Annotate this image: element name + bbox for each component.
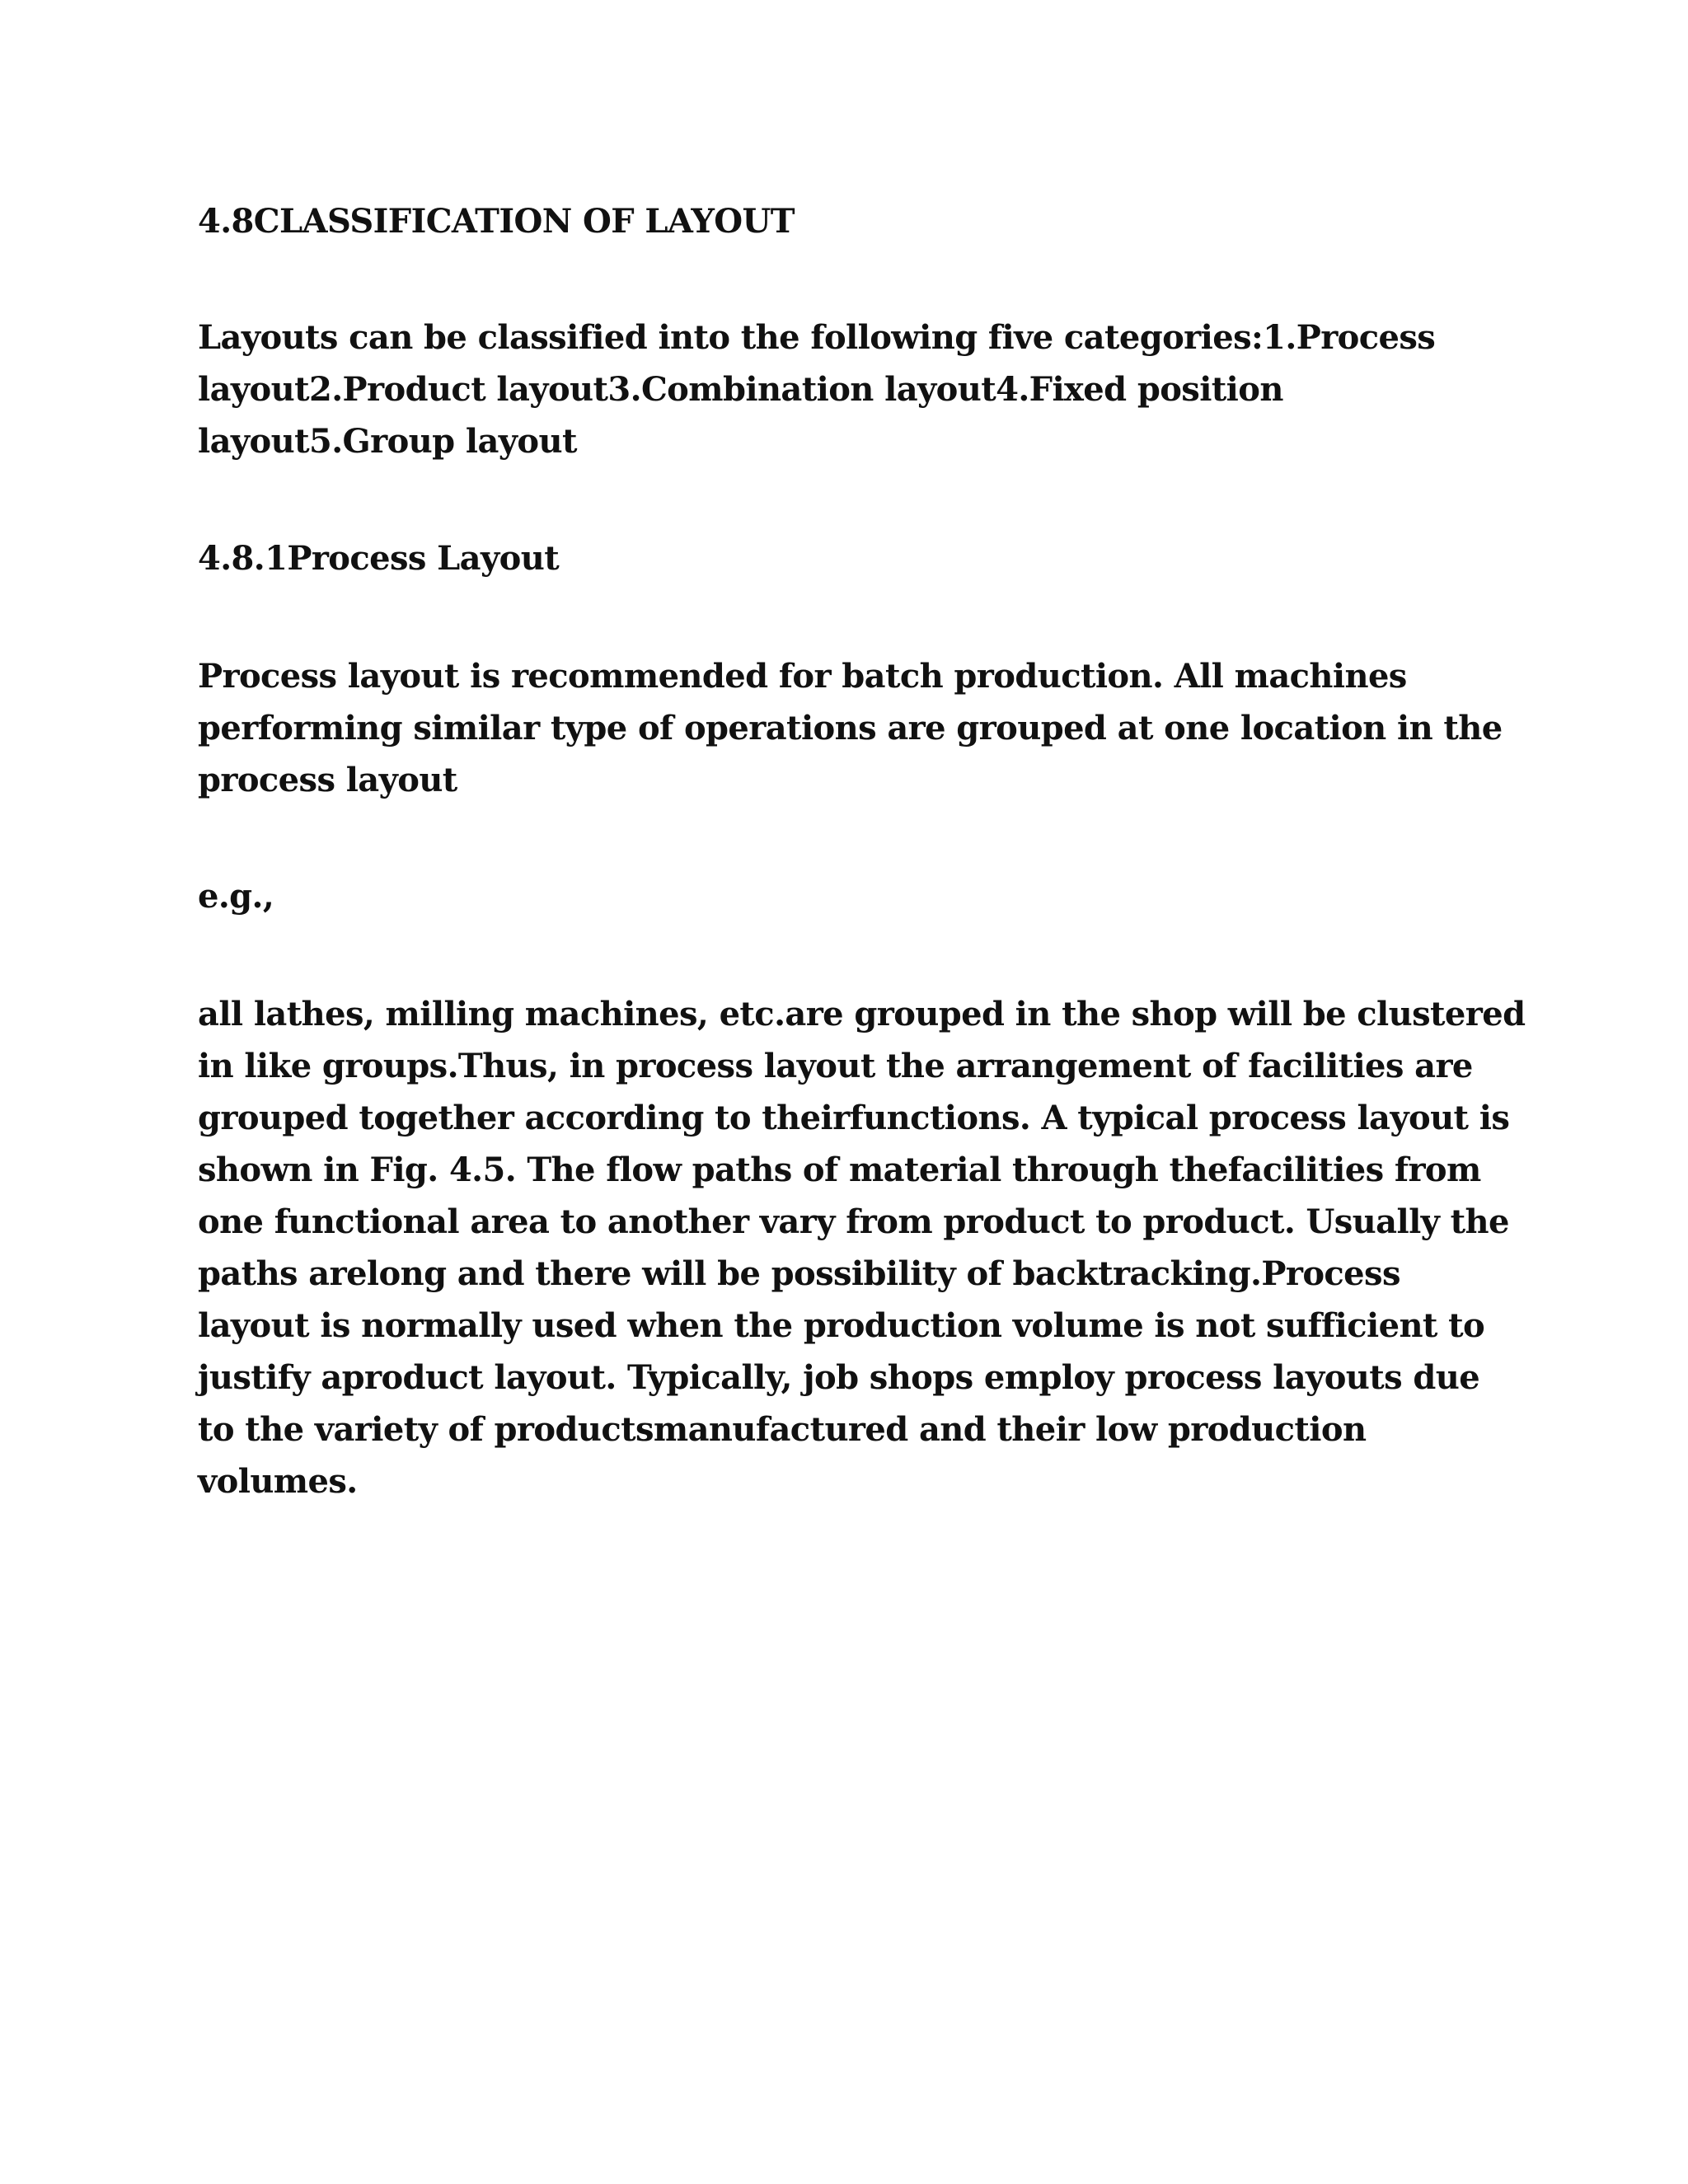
intro-line: layout5.Group layout	[198, 422, 577, 461]
intro-paragraph	[198, 312, 1492, 467]
intro-line: layout2.Product layout3.Combination layout4.Fixed position	[198, 370, 1283, 409]
body-line: all lathes, milling machines, etc.are grouped in the shop will be clustered	[198, 995, 1526, 1033]
body-line: paths arelong and there will be possibility of backtracking.Process	[198, 1254, 1400, 1293]
section-heading	[198, 195, 1492, 247]
body-line: one functional area to another vary from product to product. Usually the	[198, 1202, 1509, 1241]
body-line: volumes.	[198, 1462, 358, 1501]
body-paragraph	[198, 988, 1526, 1507]
body-line: justify aproduct layout. Typically, job shops employ process layouts due	[198, 1358, 1480, 1397]
definition-paragraph	[198, 650, 1503, 806]
body-line: shown in Fig. 4.5. The flow paths of material through thefacilities from	[198, 1151, 1481, 1189]
definition-line: performing similar type of operations are grouped at one location in the	[198, 709, 1503, 748]
example-label	[198, 870, 1492, 922]
definition-line: process layout	[198, 761, 457, 799]
definition-line: Process layout is recommended for batch production. All machines	[198, 657, 1407, 696]
subheading-text: 4.8.1Process Layout	[198, 539, 560, 578]
subsection-heading	[198, 532, 1492, 584]
intro-line: Layouts can be classified into the following five categories:1.Process	[198, 318, 1436, 357]
body-line: layout is normally used when the production volume is not sufficient to	[198, 1306, 1485, 1345]
heading-text: 4.8CLASSIFICATION OF LAYOUT	[198, 202, 795, 241]
body-line: to the variety of productsmanufactured and their low production	[198, 1410, 1367, 1449]
example-label-text: e.g.,	[198, 877, 274, 916]
body-line: grouped together according to theirfunctions. A typical process layout is	[198, 1099, 1510, 1137]
body-line: in like groups.Thus, in process layout the arrangement of facilities are	[198, 1047, 1473, 1085]
